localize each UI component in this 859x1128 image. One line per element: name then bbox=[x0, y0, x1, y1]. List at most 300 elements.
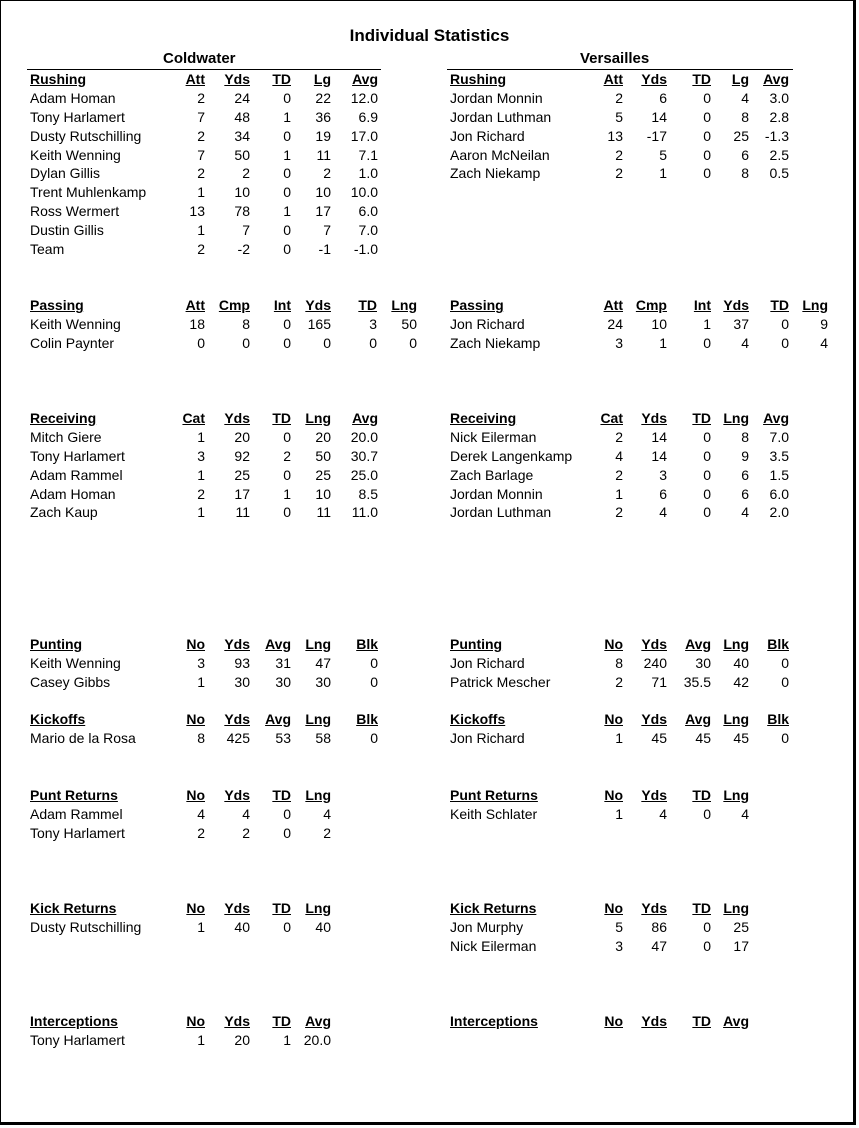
stat-lng: 50 bbox=[401, 315, 417, 332]
table-row bbox=[0, 1031, 859, 1050]
player-name: Aaron McNeilan bbox=[450, 146, 550, 163]
column-header-no: No bbox=[604, 900, 623, 916]
stat-att: 13 bbox=[607, 127, 623, 144]
stat-att: 0 bbox=[197, 334, 205, 351]
table-header-row bbox=[0, 786, 859, 805]
stat-avg: 10.0 bbox=[350, 184, 378, 201]
stat-td: 0 bbox=[283, 184, 291, 201]
player-name: Adam Rammel bbox=[30, 805, 123, 822]
stat-yds: 17 bbox=[234, 485, 250, 502]
stat-blk: 0 bbox=[781, 729, 789, 746]
stat-att: 1 bbox=[197, 184, 205, 201]
stat-avg: 6.0 bbox=[358, 203, 378, 220]
stat-yds: 6 bbox=[659, 485, 667, 502]
stat-att: 2 bbox=[615, 146, 623, 163]
column-header-td: TD bbox=[272, 410, 291, 426]
player-name: Jordan Monnin bbox=[450, 89, 543, 106]
stat-avg: 30 bbox=[275, 673, 291, 690]
table-row bbox=[0, 654, 859, 673]
stat-td: 0 bbox=[703, 504, 711, 521]
section-title: Kick Returns bbox=[450, 900, 537, 916]
table-header-row bbox=[0, 1012, 859, 1031]
column-header-yds: Yds bbox=[641, 900, 667, 916]
stat-int: 0 bbox=[283, 334, 291, 351]
stat-td: 0 bbox=[703, 108, 711, 125]
stat-lg: 6 bbox=[741, 146, 749, 163]
stat-cat: 3 bbox=[197, 447, 205, 464]
player-name: Patrick Mescher bbox=[450, 673, 551, 690]
stat-cmp: 1 bbox=[659, 334, 667, 351]
stat-yds: 0 bbox=[323, 334, 331, 351]
player-name: Zach Kaup bbox=[30, 504, 98, 521]
stat-no: 1 bbox=[615, 805, 623, 822]
stat-att: 3 bbox=[615, 334, 623, 351]
stat-no: 2 bbox=[615, 673, 623, 690]
stat-att: 2 bbox=[615, 165, 623, 182]
table-row bbox=[0, 466, 859, 485]
table-row bbox=[0, 127, 859, 146]
player-name: Dusty Rutschilling bbox=[30, 127, 142, 144]
stat-yds: 7 bbox=[242, 222, 250, 239]
stat-lng: 20 bbox=[315, 428, 331, 445]
stat-td: 0 bbox=[283, 428, 291, 445]
stat-yds: 34 bbox=[234, 127, 250, 144]
stat-td: 1 bbox=[283, 203, 291, 220]
stat-avg: 20.0 bbox=[350, 428, 378, 445]
stat-cmp: 10 bbox=[651, 315, 667, 332]
stat-yds: 30 bbox=[234, 673, 250, 690]
stat-lng: 8 bbox=[741, 428, 749, 445]
stat-avg: 7.0 bbox=[358, 222, 378, 239]
table-row bbox=[0, 503, 859, 522]
table-row bbox=[0, 202, 859, 221]
column-header-yds: Yds bbox=[641, 636, 667, 652]
stat-cat: 1 bbox=[197, 466, 205, 483]
stat-att: 7 bbox=[197, 108, 205, 125]
stat-td: 2 bbox=[283, 447, 291, 464]
stat-avg: -1.3 bbox=[764, 127, 789, 144]
stat-cat: 2 bbox=[615, 466, 623, 483]
stat-att: 7 bbox=[197, 146, 205, 163]
stat-avg: 6.0 bbox=[769, 485, 789, 502]
table-row bbox=[0, 447, 859, 466]
table-row bbox=[0, 164, 859, 183]
stat-td: 0 bbox=[703, 146, 711, 163]
stat-td: 0 bbox=[283, 241, 291, 258]
stat-yds: 10 bbox=[234, 184, 250, 201]
stat-lg: 10 bbox=[315, 184, 331, 201]
table-header-row bbox=[0, 70, 859, 89]
section-title: Kickoffs bbox=[30, 711, 86, 727]
stat-no: 2 bbox=[197, 824, 205, 841]
column-header-avg: Avg bbox=[352, 410, 378, 426]
stat-cat: 1 bbox=[197, 428, 205, 445]
section-title: Punt Returns bbox=[30, 787, 118, 803]
kick-returns-table-versailles bbox=[0, 899, 859, 956]
table-row bbox=[0, 108, 859, 127]
stat-att: 13 bbox=[189, 203, 205, 220]
stat-lng: 50 bbox=[315, 447, 331, 464]
stat-cat: 1 bbox=[615, 485, 623, 502]
stat-att: 18 bbox=[189, 315, 205, 332]
column-header-lng: Lng bbox=[723, 900, 749, 916]
stat-td: 0 bbox=[283, 504, 291, 521]
stat-avg: 25.0 bbox=[350, 466, 378, 483]
column-header-yds: Yds bbox=[224, 636, 250, 652]
stat-yds: 14 bbox=[651, 447, 667, 464]
column-header-avg: Avg bbox=[352, 71, 378, 87]
player-name: Keith Wenning bbox=[30, 654, 121, 671]
stat-yds: 45 bbox=[651, 729, 667, 746]
stat-yds: 6 bbox=[659, 89, 667, 106]
stat-lng: 42 bbox=[733, 673, 749, 690]
column-header-td: TD bbox=[692, 1013, 711, 1029]
stat-lg: 17 bbox=[315, 203, 331, 220]
stat-yds: 20 bbox=[234, 1031, 250, 1048]
stat-td: 0 bbox=[283, 824, 291, 841]
stat-td: 0 bbox=[703, 805, 711, 822]
stat-td: 0 bbox=[703, 165, 711, 182]
column-header-yds: Yds bbox=[224, 1013, 250, 1029]
table-row bbox=[0, 183, 859, 202]
stat-yds: 92 bbox=[234, 447, 250, 464]
player-name: Mario de la Rosa bbox=[30, 729, 136, 746]
column-header-cmp: Cmp bbox=[635, 297, 667, 313]
stat-cat: 2 bbox=[615, 504, 623, 521]
stat-cat: 1 bbox=[197, 504, 205, 521]
stat-no: 5 bbox=[615, 918, 623, 935]
table-header-row bbox=[0, 710, 859, 729]
stat-lg: 11 bbox=[316, 146, 331, 163]
stat-td: 0 bbox=[283, 466, 291, 483]
stat-lng: 25 bbox=[315, 466, 331, 483]
column-header-yds: Yds bbox=[224, 711, 250, 727]
stat-cmp: 8 bbox=[242, 315, 250, 332]
stat-lng: 9 bbox=[820, 315, 828, 332]
table-row bbox=[0, 485, 859, 504]
section-title: Kickoffs bbox=[450, 711, 506, 727]
stat-lng: 0 bbox=[409, 334, 417, 351]
column-header-avg: Avg bbox=[685, 711, 711, 727]
stat-att: 5 bbox=[615, 108, 623, 125]
stat-int: 1 bbox=[703, 315, 711, 332]
stat-lg: 19 bbox=[315, 127, 331, 144]
column-header-no: No bbox=[186, 900, 205, 916]
stat-yds: -17 bbox=[646, 127, 667, 144]
column-header-lng: Lng bbox=[723, 636, 749, 652]
column-header-yds: Yds bbox=[641, 410, 667, 426]
stat-lng: 25 bbox=[733, 918, 749, 935]
stat-td: 0 bbox=[703, 485, 711, 502]
section-title: Punting bbox=[450, 636, 503, 652]
section-title: Interceptions bbox=[450, 1013, 538, 1029]
stat-lng: 17 bbox=[733, 937, 749, 954]
table-header-row bbox=[0, 899, 859, 918]
stat-lng: 47 bbox=[315, 654, 331, 671]
stat-avg: 6.9 bbox=[358, 108, 378, 125]
stat-lng: 2 bbox=[323, 824, 331, 841]
section-title: Rushing bbox=[30, 71, 86, 87]
stat-lng: 10 bbox=[315, 485, 331, 502]
stat-lng: 4 bbox=[323, 805, 331, 822]
column-header-lng: Lng bbox=[305, 711, 331, 727]
stat-int: 0 bbox=[703, 334, 711, 351]
stat-yds: 240 bbox=[643, 654, 667, 671]
column-header-td: TD bbox=[692, 71, 711, 87]
player-name: Colin Paynter bbox=[30, 334, 115, 351]
page-title: Individual Statistics bbox=[349, 26, 510, 45]
stat-lg: 2 bbox=[323, 165, 331, 182]
column-header-lng: Lng bbox=[305, 410, 331, 426]
stat-avg: 2.0 bbox=[769, 504, 789, 521]
stat-att: 2 bbox=[197, 241, 205, 258]
stat-lg: 8 bbox=[741, 108, 749, 125]
stat-no: 1 bbox=[197, 673, 205, 690]
player-name: Derek Langenkamp bbox=[450, 447, 573, 464]
column-header-no: No bbox=[604, 711, 623, 727]
stat-no: 3 bbox=[197, 654, 205, 671]
table-row bbox=[0, 146, 859, 165]
stat-no: 4 bbox=[197, 805, 205, 822]
stat-no: 3 bbox=[615, 937, 623, 954]
stat-td: 0 bbox=[283, 222, 291, 239]
player-name: Keith Wenning bbox=[30, 315, 121, 332]
stat-yds: 50 bbox=[234, 146, 250, 163]
stat-lng: 4 bbox=[741, 805, 749, 822]
stat-td: 3 bbox=[369, 315, 377, 332]
column-header-yds: Yds bbox=[723, 297, 749, 313]
stat-lng: 9 bbox=[741, 447, 749, 464]
player-name: Jordan Luthman bbox=[450, 108, 552, 125]
column-header-int: Int bbox=[693, 297, 711, 313]
player-name: Zach Niekamp bbox=[450, 165, 541, 182]
column-header-avg: Avg bbox=[723, 1013, 749, 1029]
stat-lg: 7 bbox=[323, 222, 331, 239]
stat-td: 1 bbox=[283, 108, 291, 125]
player-name: Adam Rammel bbox=[30, 466, 123, 483]
stat-blk: 0 bbox=[370, 729, 378, 746]
section-title: Rushing bbox=[450, 71, 506, 87]
stat-att: 2 bbox=[615, 89, 623, 106]
stat-avg: 53 bbox=[275, 729, 291, 746]
column-header-yds: Yds bbox=[641, 1013, 667, 1029]
column-header-no: No bbox=[186, 711, 205, 727]
column-header-lng: Lng bbox=[391, 297, 417, 313]
column-header-lng: Lng bbox=[305, 900, 331, 916]
player-name: Adam Homan bbox=[30, 485, 116, 502]
player-name: Keith Wenning bbox=[30, 146, 121, 163]
team-name-right: Versailles bbox=[580, 50, 650, 67]
stat-lng: 6 bbox=[741, 485, 749, 502]
player-name: Nick Eilerman bbox=[450, 937, 537, 954]
interceptions-table-versailles bbox=[0, 1012, 859, 1031]
stat-lng: 40 bbox=[315, 918, 331, 935]
player-name: Tony Harlamert bbox=[30, 447, 125, 464]
stat-no: 8 bbox=[197, 729, 205, 746]
player-name: Trent Muhlenkamp bbox=[30, 184, 147, 201]
column-header-att: Att bbox=[603, 71, 623, 87]
stat-yds: 4 bbox=[659, 805, 667, 822]
player-name: Tony Harlamert bbox=[30, 824, 125, 841]
column-header-no: No bbox=[604, 1013, 623, 1029]
stat-lg: 8 bbox=[741, 165, 749, 182]
stat-avg: -1.0 bbox=[353, 241, 378, 258]
stat-avg: 11.0 bbox=[351, 504, 378, 521]
stat-td: 0 bbox=[703, 466, 711, 483]
player-name: Zach Niekamp bbox=[450, 334, 541, 351]
section-title: Passing bbox=[450, 297, 504, 313]
stat-td: 0 bbox=[703, 428, 711, 445]
column-header-yds: Yds bbox=[641, 711, 667, 727]
column-header-lng: Lng bbox=[723, 410, 749, 426]
stat-lng: 11 bbox=[316, 504, 331, 521]
column-header-td: TD bbox=[770, 297, 789, 313]
section-title: Punt Returns bbox=[450, 787, 538, 803]
table-header-row bbox=[0, 296, 859, 315]
stat-avg: 7.0 bbox=[769, 428, 789, 445]
stat-yds: 2 bbox=[242, 165, 250, 182]
column-header-td: TD bbox=[272, 787, 291, 803]
player-name: Jordan Monnin bbox=[450, 485, 543, 502]
column-header-cat: Cat bbox=[600, 410, 623, 426]
stat-blk: 0 bbox=[781, 654, 789, 671]
table-row bbox=[0, 240, 859, 259]
stat-yds: 48 bbox=[234, 108, 250, 125]
stat-lng: 40 bbox=[733, 654, 749, 671]
player-name: Jon Richard bbox=[450, 315, 525, 332]
player-name: Zach Barlage bbox=[450, 466, 534, 483]
table-row bbox=[0, 334, 859, 353]
stat-td: 0 bbox=[703, 447, 711, 464]
stat-att: 2 bbox=[197, 89, 205, 106]
column-header-no: No bbox=[604, 636, 623, 652]
table-header-row bbox=[0, 409, 859, 428]
stat-td: 0 bbox=[283, 89, 291, 106]
player-name: Jordan Luthman bbox=[450, 504, 552, 521]
player-name: Jon Murphy bbox=[450, 918, 524, 935]
punting-table-versailles bbox=[0, 635, 859, 692]
column-header-blk: Blk bbox=[356, 636, 378, 652]
stat-yds: 24 bbox=[234, 89, 250, 106]
stat-int: 0 bbox=[283, 315, 291, 332]
stat-lng: 45 bbox=[733, 729, 749, 746]
stat-no: 1 bbox=[615, 729, 623, 746]
stat-td: 1 bbox=[283, 1031, 291, 1048]
column-header-no: No bbox=[604, 787, 623, 803]
column-header-avg: Avg bbox=[265, 636, 291, 652]
stat-avg: 30 bbox=[695, 654, 711, 671]
table-header-row bbox=[0, 635, 859, 654]
stat-cat: 2 bbox=[197, 485, 205, 502]
player-name: Jon Richard bbox=[450, 729, 525, 746]
column-header-td: TD bbox=[692, 787, 711, 803]
section-title: Punting bbox=[30, 636, 83, 652]
stat-avg: 3.5 bbox=[769, 447, 789, 464]
stat-avg: 35.5 bbox=[683, 673, 711, 690]
stat-td: 1 bbox=[283, 485, 291, 502]
column-header-avg: Avg bbox=[305, 1013, 331, 1029]
table-row bbox=[0, 89, 859, 108]
column-header-no: No bbox=[186, 636, 205, 652]
stat-avg: 31 bbox=[275, 654, 291, 671]
stat-td: 0 bbox=[283, 165, 291, 182]
stat-lg: 36 bbox=[315, 108, 331, 125]
column-header-lng: Lng bbox=[305, 636, 331, 652]
column-header-avg: Avg bbox=[265, 711, 291, 727]
stat-yds: 3 bbox=[659, 466, 667, 483]
player-name: Nick Eilerman bbox=[450, 428, 537, 445]
column-header-yds: Yds bbox=[224, 787, 250, 803]
column-header-cmp: Cmp bbox=[218, 297, 250, 313]
rushing-table-versailles bbox=[0, 70, 859, 183]
stat-lng: 6 bbox=[741, 466, 749, 483]
stat-td: 0 bbox=[369, 334, 377, 351]
stat-yds: 40 bbox=[234, 918, 250, 935]
section-title: Receiving bbox=[450, 410, 517, 426]
stat-yds: 11 bbox=[235, 504, 250, 521]
player-name: Team bbox=[30, 241, 65, 258]
stat-td: 0 bbox=[781, 315, 789, 332]
passing-table-versailles bbox=[0, 296, 859, 353]
section-title: Receiving bbox=[30, 410, 97, 426]
stat-att: 1 bbox=[197, 222, 205, 239]
column-header-avg: Avg bbox=[763, 71, 789, 87]
table-row bbox=[0, 729, 859, 748]
column-header-att: Att bbox=[185, 297, 205, 313]
stat-yds: 1 bbox=[659, 165, 667, 182]
table-row bbox=[0, 918, 859, 937]
stat-cmp: 0 bbox=[242, 334, 250, 351]
stat-td: 0 bbox=[283, 918, 291, 935]
stat-yds: 37 bbox=[733, 315, 749, 332]
section-title: Passing bbox=[30, 297, 84, 313]
kickoffs-table-versailles bbox=[0, 710, 859, 748]
column-header-lng: Lng bbox=[802, 297, 828, 313]
column-header-yds: Yds bbox=[224, 71, 250, 87]
column-header-td: TD bbox=[272, 1013, 291, 1029]
stat-yds: 4 bbox=[741, 334, 749, 351]
stat-no: 8 bbox=[615, 654, 623, 671]
table-row bbox=[0, 805, 859, 824]
stat-yds: 78 bbox=[234, 203, 250, 220]
stat-avg: 8.5 bbox=[358, 485, 378, 502]
column-header-blk: Blk bbox=[767, 636, 789, 652]
column-header-att: Att bbox=[603, 297, 623, 313]
player-name: Keith Schlater bbox=[450, 805, 538, 822]
column-header-lng: Lng bbox=[305, 787, 331, 803]
stat-td: 0 bbox=[703, 918, 711, 935]
table-row bbox=[0, 315, 859, 334]
column-header-int: Int bbox=[273, 297, 291, 313]
stat-td: 0 bbox=[703, 127, 711, 144]
player-name: Jon Richard bbox=[450, 127, 525, 144]
stat-lg: 4 bbox=[741, 89, 749, 106]
column-header-avg: Avg bbox=[685, 636, 711, 652]
stat-yds: 5 bbox=[659, 146, 667, 163]
stat-td: 1 bbox=[283, 146, 291, 163]
column-header-yds: Yds bbox=[641, 71, 667, 87]
stat-cat: 4 bbox=[615, 447, 623, 464]
stat-avg: 17.0 bbox=[350, 127, 378, 144]
stat-yds: 14 bbox=[651, 108, 667, 125]
stat-att: 2 bbox=[197, 127, 205, 144]
team-name-left: Coldwater bbox=[163, 50, 236, 67]
table-row bbox=[0, 428, 859, 447]
stat-yds: 93 bbox=[234, 654, 250, 671]
stat-td: 0 bbox=[703, 89, 711, 106]
player-name: Casey Gibbs bbox=[30, 673, 111, 690]
stat-td: 0 bbox=[283, 127, 291, 144]
